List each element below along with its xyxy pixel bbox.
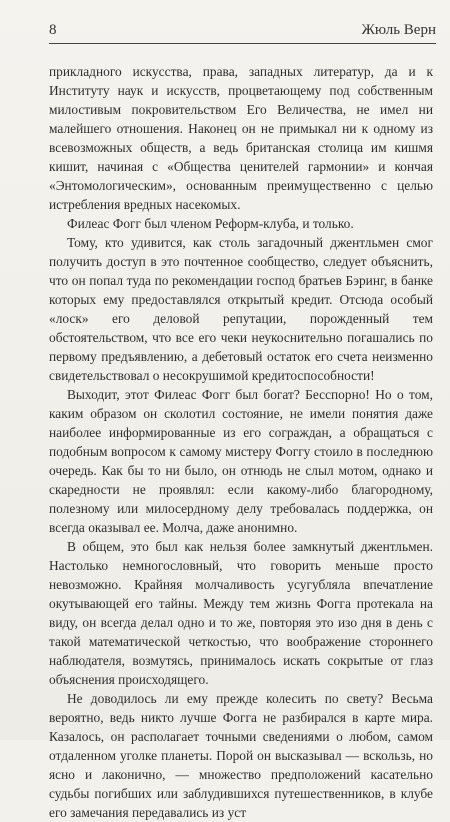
- paragraph-3: Тому, кто удивится, как столь загадочный джентльмен смог получить доступ в это почтенное сообщество, следует объяснить, что он попал туда по рекомендации господ братьев Бэринг, в банке которых ему предоставлялся открытый кредит. Отсюда особый «лоск» его деловой репутации, порожденный тем обстоятельством, что все его чеки неукоснительно погашались по первому предъявлению, а дебетовый остаток его счета неизменно свидетельствовал о несокрушимой кредитоспособности!: [49, 235, 433, 383]
- paragraph-2: Филеас Фогг был членом Реформ-клуба, и только.: [67, 216, 354, 231]
- paragraph-6: Не доводилось ли ему прежде колесить по свету? Весьма вероятно, ведь никто лучше Фогга не разбирался в карте мира. Казалось, он располагает точными сведениями о любом, самом отдаленном уголке планеты. Порой он высказывал — вскользь, но ясно и лаконично, — множество предположений касательно судьбы погибших или заблудившихся путешественников, в клубе его замечания передавались из уст: [49, 691, 433, 820]
- header-rule: [49, 43, 436, 44]
- running-header-author: Жюль Верн: [361, 22, 436, 38]
- body-text: [49, 62, 433, 822]
- running-header: [49, 22, 436, 42]
- paragraph-4: Выходит, этот Филеас Фогг был богат? Бесспорно! Но о том, каким образом он сколотил состояние, не имели понятия даже наиболее информированные из его сограждан, а обращаться с подобным вопросом к самому мистеру Фоггу стоило в последнюю очередь. Как бы то ни было, он отнюдь не слыл мотом, однако и скаредности не проявлял: если какому-либо благородному, полезному или милосердному делу требовалась поддержка, он всегда оказывал ее. Молча, даже анонимно.: [49, 387, 433, 535]
- paragraph-5: В общем, это был как нельзя более замкнутый джентльмен. Настолько немногословный, что говорить меньше просто невозможно. Крайняя молчаливость усугубляла впечатление окутывающей его тайны. Между тем жизнь Фогга протекала на виду, он всегда делал одно и то же, повторяя это изо дня в день с такой математической четкостью, что воображение стороннего наблюдателя, возмутясь, принималось искать сокрытые от глаз объяснения происходящего.: [49, 539, 433, 687]
- page-number: 8: [49, 22, 57, 38]
- paragraph-1: прикладного искусства, права, западных литератур, да и к Институту наук и искусств, процветающему под собственным милостивым покровительством Его Величества, не имел ни малейшего отношения. Наконец он не примыкал ни к одному из всевозможных обществ, а ведь британская столица им кишмя кишит, начиная с «Общества ценителей гармонии» и кончая «Энтомологическим», основанным преимущественно с целью истребления вредных насекомых.: [49, 64, 433, 212]
